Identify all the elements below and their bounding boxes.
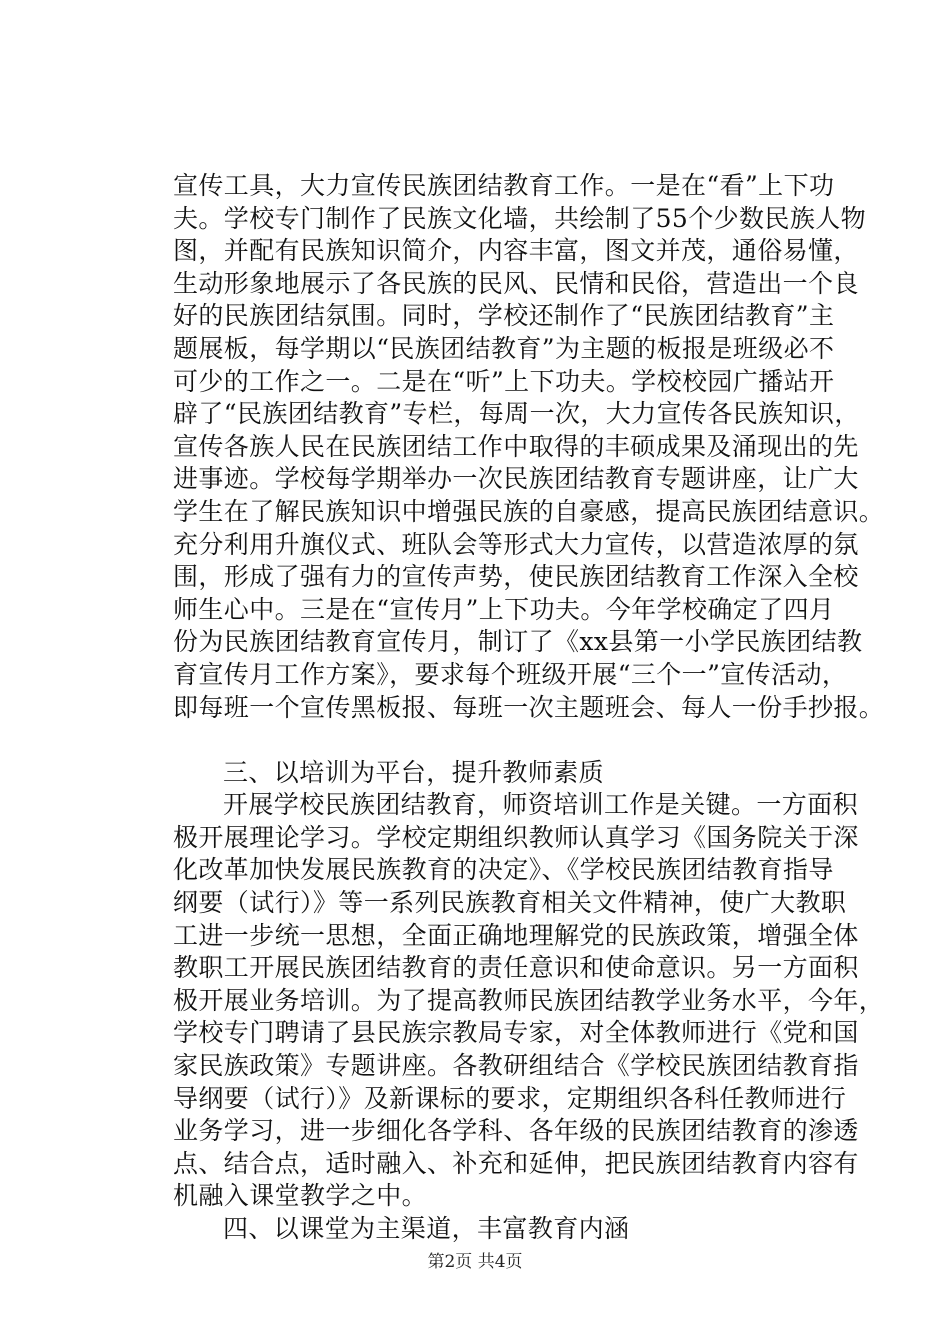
paragraph-propaganda — [173, 170, 885, 724]
text-line: 化改革加快发展民族教育的决定》、《学校民族团结教育指导 — [173, 855, 834, 885]
text-line: 极开展业务培训。为了提高教师民族团结教学业务水平，今年， — [173, 985, 885, 1015]
text-line: 生动形象地展示了各民族的民风、民情和民俗，营造出一个良 — [173, 268, 859, 298]
section-heading-3: 三、以培训为平台，提升教师素质 — [223, 757, 605, 787]
text-line: 师生心中。三是在“宣传月”上下功夫。今年学校确定了四月 — [173, 594, 835, 624]
text-line: 教职工开展民族团结教育的责任意识和使命意识。另一方面积 — [173, 953, 859, 983]
text-line: 机融入课堂教学之中。 — [173, 1181, 428, 1211]
text-line: 学生在了解民族知识中增强民族的自豪感，提高民族团结意识。 — [173, 496, 885, 526]
text-line: 学校专门聘请了县民族宗教局专家，对全体教师进行《党和国 — [173, 1018, 859, 1048]
text-line: 极开展理论学习。学校定期组织教师认真学习《国务院关于深 — [173, 822, 859, 852]
text-line: 图，并配有民族知识简介，内容丰富，图文并茂，通俗易懂， — [173, 236, 859, 266]
text-line: 点、结合点，适时融入、补充和延伸，把民族团结教育内容有 — [173, 1148, 859, 1178]
paragraph-training — [173, 789, 885, 1213]
text-line: 可少的工作之一。二是在“听”上下功夫。学校校园广播站开 — [173, 366, 835, 396]
text-line: 宣传各族人民在民族团结工作中取得的丰硕成果及涌现出的先 — [173, 431, 859, 461]
text-line: 充分利用升旗仪式、班队会等形式大力宣传，以营造浓厚的氛 — [173, 529, 859, 559]
section-heading-4: 四、以课堂为主渠道，丰富教育内涵 — [223, 1214, 630, 1243]
text-line: 夫。学校专门制作了民族文化墙，共绘制了55个少数民族人物 — [173, 203, 867, 233]
text-line: 宣传工具，大力宣传民族团结教育工作。一是在“看”上下功 — [173, 171, 835, 200]
text-line: 好的民族团结氛围。同时，学校还制作了“民族团结教育”主 — [173, 301, 835, 331]
document-body — [173, 170, 885, 1246]
text-line: 业务学习，进一步细化各学科、各年级的民族团结教育的渗透 — [173, 1116, 859, 1146]
text-line: 育宣传月工作方案》，要求每个班级开展“三个一”宣传活动， — [173, 659, 848, 689]
text-line: 纲要（试行）》等一系列民族教育相关文件精神，使广大教职 — [173, 888, 847, 918]
text-line: 围，形成了强有力的宣传声势，使民族团结教育工作深入全校 — [173, 562, 859, 592]
text-line: 工进一步统一思想，全面正确地理解党的民族政策，增强全体 — [173, 920, 859, 950]
page-number: 第2页 共4页 — [427, 1252, 523, 1272]
text-line: 进事迹。学校每学期举办一次民族团结教育专题讲座，让广大 — [173, 464, 859, 494]
text-line: 开展学校民族团结教育，师资培训工作是关键。一方面积 — [223, 790, 859, 820]
text-line: 导纲要（试行）》及新课标的要求，定期组织各科任教师进行 — [173, 1083, 847, 1113]
text-line: 份为民族团结教育宣传月，制订了《xx县第一小学民族团结教 — [173, 627, 863, 657]
paragraph-gap — [173, 724, 863, 757]
text-line: 题展板，每学期以“民族团结教育”为主题的板报是班级必不 — [173, 333, 835, 363]
text-line: 即每班一个宣传黑板报、每班一次主题班会、每人一份手抄报。 — [173, 692, 885, 722]
text-line: 家民族政策》专题讲座。各教研组结合《学校民族团结教育指 — [173, 1051, 859, 1081]
page-footer — [0, 1251, 950, 1273]
text-line: 辟了“民族团结教育”专栏，每周一次，大力宣传各民族知识， — [173, 399, 860, 429]
